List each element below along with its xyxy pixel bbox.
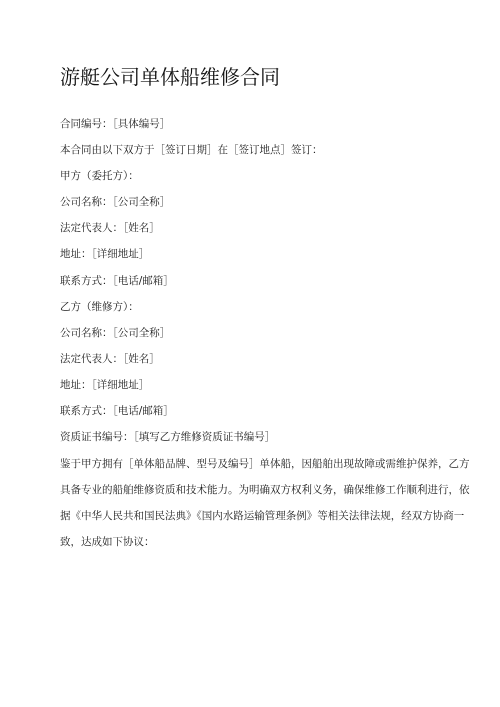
recital-paragraph xyxy=(60,451,470,555)
party-a-legal-representative: 法定代表人：［姓名］ xyxy=(60,222,160,235)
party-b-certificate-number: 资质证书编号：［填写乙方维修资质证书编号］ xyxy=(60,431,276,444)
contract-party-info xyxy=(60,111,445,450)
party-a-heading: 甲方（委托方）： xyxy=(60,170,139,183)
party-b-contact: 联系方式：［电话/邮箱］ xyxy=(60,405,174,418)
recital-line: 致，达成如下协议： xyxy=(60,536,155,549)
party-b-address: 地址：［详细地址］ xyxy=(60,378,150,391)
party-a-company-name: 公司名称：［公司全称］ xyxy=(60,196,171,209)
party-a-address: 地址：［详细地址］ xyxy=(60,248,150,261)
recital-line: 具备专业的船舶维修资质和技术能力。为明确双方权利义务，确保维修工作顺利进行，依 xyxy=(60,484,470,497)
signing-info-line: 本合同由以下双方于［签订日期］在［签订地点］签订： xyxy=(60,144,323,157)
party-b-legal-representative: 法定代表人：［姓名］ xyxy=(60,352,160,365)
recital-line: 据《中华人民共和国民法典》《国内水路运输管理条例》等相关法律法规，经双方协商一 xyxy=(60,510,465,523)
party-b-heading: 乙方（维修方）： xyxy=(60,300,139,313)
recital-line: 鉴于甲方拥有［单体船品牌、型号及编号］单体船，因船舶出现故障或需维护保养，乙方 xyxy=(60,458,470,470)
document-title: 游艇公司单体船维修合同 xyxy=(60,65,280,89)
contract-number-line: 合同编号：［具体编号］ xyxy=(60,118,171,130)
party-b-company-name: 公司名称：［公司全称］ xyxy=(60,326,171,339)
party-a-contact: 联系方式：［电话/邮箱］ xyxy=(60,274,174,287)
